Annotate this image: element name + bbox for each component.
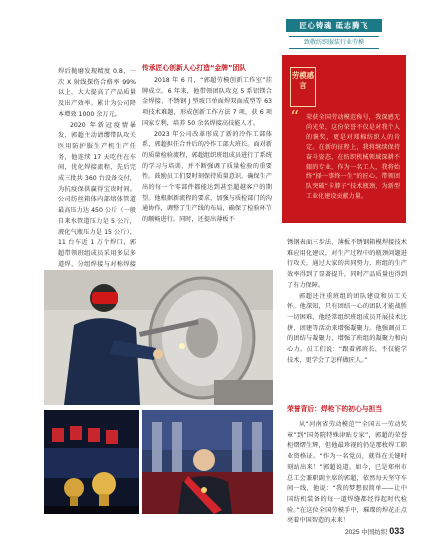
mid-section-heading: 传承匠心创新人心打造“金牌”团队 — [142, 64, 247, 72]
right-paragraph: 锈钢表面三步法，薄板不锈钢箱模焊接技术难应用化建议，对生产过程中的瓶颈问题进行攻关，通过大家的共同努力，班组的生产效率得到了显著提升，同时产品质量也得到了有力保障。 — [287, 239, 407, 289]
right-paragraph: 郭超还注重班组的团队建设和员工关怀。他深知，只有团结一心的团队才能战胜一切困难，他经常组织班组成员开展技术比拼、团建等活动来增强凝聚力。他强调员工的团结与凝聚力，增强了班组的凝聚力和向心力。员工们说：“跟着郭班长，不仅能学技术，更学会了怎样做匠人。” — [287, 292, 407, 364]
honoree-photo — [142, 410, 273, 514]
mid-column-text — [142, 76, 272, 226]
page-number: 033 — [389, 526, 405, 536]
quote-badge: 劳模感言 — [290, 67, 316, 107]
right-column-text-2 — [287, 420, 407, 527]
page-footer — [345, 526, 404, 536]
quote-mark-icon: “ — [290, 107, 300, 128]
magazine-label: 2025 中国纺织 — [345, 529, 388, 536]
quote-text: 荣获全国劳动模范称号，我深感无尚光荣，这份荣誉不仅是对我个人的褒奖，更是对郑棉纺织人的肯定。在新的征程上，我将继续保持奋斗姿态，在纺织机械领域深耕不辍的专业，作为一名工人，我将始终“择一事终一生”的匠心，带领团队突破“卡脖子”技术瓶颈，为新型工业化建设贡献力量。 — [306, 114, 400, 201]
quote-panel — [282, 55, 406, 223]
right-column-text — [287, 238, 407, 366]
section-banner: 匠心铸魂 砥志腾飞 — [286, 19, 382, 32]
right-paragraph-2: 从“河南省劳动模范”“全国五一劳动奖章”到“国务院特殊津贴专家”，郭超的荣誉柜熠熠生辉，但他最珍视的仍是那枚焊工职业资格证。“作为一名党员，就得在关键时刻站出来！”郭超说道。如今，已是郑州市总工会兼职副主席的郭超，依然每天坚守车间一线，他说：“我的梦想很简单——让中国纺机装备的每一道焊缝都经得起时代检验。”在这位全国劳模手中，璀璨的焊花正点亮着中国智造的未来！ — [287, 421, 407, 525]
mid-paragraph: 2023 年公司改革形成了新的冷作工部体系，郭超担任合并后的冷作工部大班长。面对新的质量检验流程，郭超组织班组成员进行了系统的学习与培训，并不断强调了质量检验的重要性。鼓励员工们要时刻保持质量意识，确保生产出的每一个零部件都能达到甚至超越客户的期望。他根据新流程的要求，加强与质检部门的沟通协作，调整了生产线的布局，确保了检验环节的顺畅进行。同时，还提出薄板不 — [142, 130, 272, 224]
welder-photo — [44, 270, 273, 405]
mid-paragraph: 2018 年 6 月，“郭超劳模创新工作室”挂牌成立。6 年来，他带领团队攻克 5 系铝镁合金焊接、不锈钢 J 型坡口单面焊双面成型等 63 项技术难题，形成创新工作方法 7 项，获 6 项国家专利，培养 50 余名焊接高技能人才。 — [142, 77, 272, 127]
left-paragraph: 2020 年新冠疫情暴发，郭超主动请缨带队攻关医用防护服生产机生产任务，他连续 17 天吃住在车间，优化焊接流程，先后完成三批共 360 台设备交付，为抗疫保供赢得宝贵时间。公司纺丝箱体内部熔体管道最高压力达 450 公斤（一般自来水管道压力是 5 公斤，液化气瓶压力是 15 公斤），11 台车近 1 万个焊口，郭超带领班组成员采用多层多道焊、分组焊接与对称焊接 — [58, 121, 136, 268]
right-section-heading: 荣誉背后：焊枪下的初心与担当 — [287, 405, 383, 413]
award-photo — [44, 410, 139, 514]
section-subtitle: 致敬纺织服装行业劳模 — [289, 36, 379, 49]
left-paragraph: 焊后抛磨发现精度 0.8，一次 X 射线探伤合格率 99% 以上，大大提高了产品质量及出产效率。累计为公司降本增效 1000 余万元。 — [58, 68, 136, 118]
